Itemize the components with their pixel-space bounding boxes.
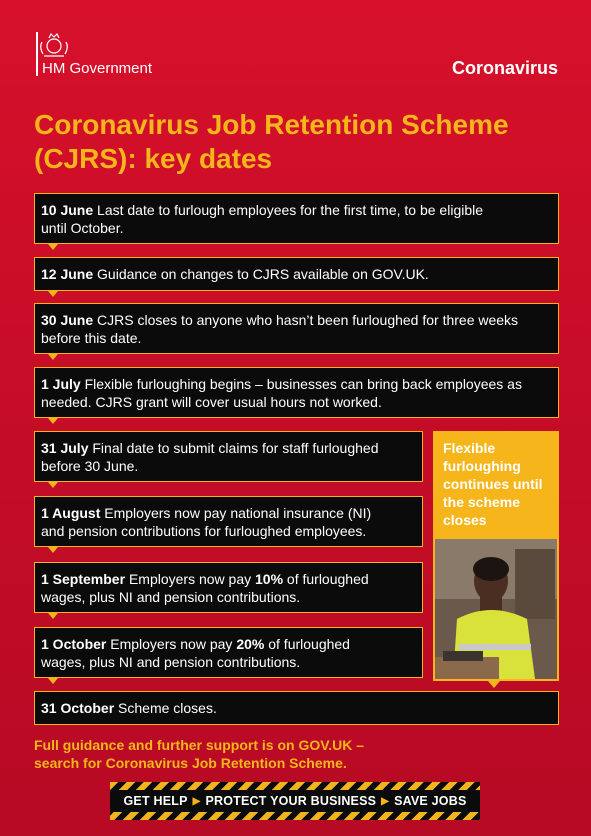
date-card-1-september	[34, 562, 423, 613]
date-label: 10 June	[41, 202, 94, 218]
timeline-arrow	[48, 678, 58, 684]
date-label: 1 September	[41, 571, 126, 587]
date-text-cont: and pension contributions for furloughed employees.	[41, 523, 367, 539]
date-label: 1 July	[41, 376, 81, 392]
slogan-part: GET HELP	[123, 794, 188, 808]
timeline-arrow	[48, 547, 58, 553]
percent-value: 10%	[255, 571, 284, 587]
page-title	[34, 108, 534, 176]
date-card-30-june	[34, 303, 559, 354]
date-card-1-october	[34, 627, 423, 678]
slogan-text	[110, 790, 480, 812]
callout-line: the scheme	[443, 494, 521, 510]
triangle-right-icon: ▶	[381, 795, 390, 807]
worker-photo	[435, 539, 557, 679]
date-text-cont: until October.	[41, 220, 124, 236]
date-card-31-october	[34, 691, 559, 725]
triangle-right-icon: ▶	[192, 795, 201, 807]
divider	[36, 32, 38, 76]
date-card-12-june	[34, 257, 559, 291]
date-text: Scheme closes.	[118, 700, 217, 716]
title-line-2: (CJRS): key dates	[34, 143, 273, 174]
date-label: 12 June	[41, 266, 94, 282]
date-text-cont: before 30 June.	[41, 458, 139, 474]
date-card-31-july	[34, 431, 423, 482]
title-line-1: Coronavirus Job Retention Scheme	[34, 109, 509, 140]
date-text: Guidance on changes to CJRS available on GOV.UK.	[97, 266, 429, 282]
date-label: 30 June	[41, 312, 94, 328]
callout-text	[443, 439, 555, 529]
date-card-1-july	[34, 367, 559, 418]
date-label: 31 July	[41, 440, 89, 456]
date-label: 1 August	[41, 505, 101, 521]
date-text-cont: wages, plus NI and pension contributions.	[41, 654, 301, 670]
timeline-arrow	[48, 291, 58, 297]
footer-line-2: search for Coronavirus Job Retention Scheme.	[34, 755, 347, 771]
date-text: Flexible furloughing begins – businesses can bring back employees as	[84, 376, 522, 392]
timeline-arrow	[488, 681, 500, 688]
date-text: Employers now pay	[110, 636, 233, 652]
date-text: CJRS closes to anyone who hasn’t been furloughed for three weeks	[97, 312, 519, 328]
date-text-post: of furloughed	[268, 636, 350, 652]
callout-line: continues until	[443, 476, 543, 492]
timeline-arrow	[48, 354, 58, 360]
timeline-arrow	[48, 482, 58, 488]
slogan-part: PROTECT YOUR BUSINESS	[205, 794, 377, 808]
footer-line-1: Full guidance and further support is on GOV.UK –	[34, 737, 365, 753]
date-label: 31 October	[41, 700, 115, 716]
date-text-cont: needed. CJRS grant will cover usual hours not worked.	[41, 394, 382, 410]
header	[36, 30, 558, 80]
date-text: Employers now pay national insurance (NI)	[104, 505, 372, 521]
date-card-10-june	[34, 193, 559, 244]
callout-line: Flexible	[443, 440, 496, 456]
timeline-arrow	[48, 244, 58, 250]
slogan-banner	[110, 782, 480, 820]
timeline-arrow	[48, 418, 58, 424]
date-text: Last date to furlough employees for the first time, to be eligible	[97, 202, 484, 218]
date-text-post: of furloughed	[286, 571, 369, 587]
callout-line: furloughing	[443, 458, 521, 474]
date-text-cont: wages, plus NI and pension contributions.	[41, 589, 301, 605]
flexible-furloughing-callout	[433, 431, 559, 681]
date-label: 1 October	[41, 636, 107, 652]
callout-line: closes	[443, 512, 487, 528]
date-card-1-august	[34, 496, 423, 547]
timeline-arrow	[48, 613, 58, 619]
footer-guidance	[34, 736, 534, 772]
brand-title: Coronavirus	[451, 58, 558, 78]
date-text-cont: before this date.	[41, 330, 142, 346]
government-name: HM Government	[42, 60, 153, 77]
royal-crest-icon	[36, 30, 72, 60]
percent-value: 20%	[236, 636, 265, 652]
date-text: Employers now pay	[128, 571, 252, 587]
date-text: Final date to submit claims for staff furloughed	[92, 440, 379, 456]
slogan-part: SAVE JOBS	[394, 794, 467, 808]
